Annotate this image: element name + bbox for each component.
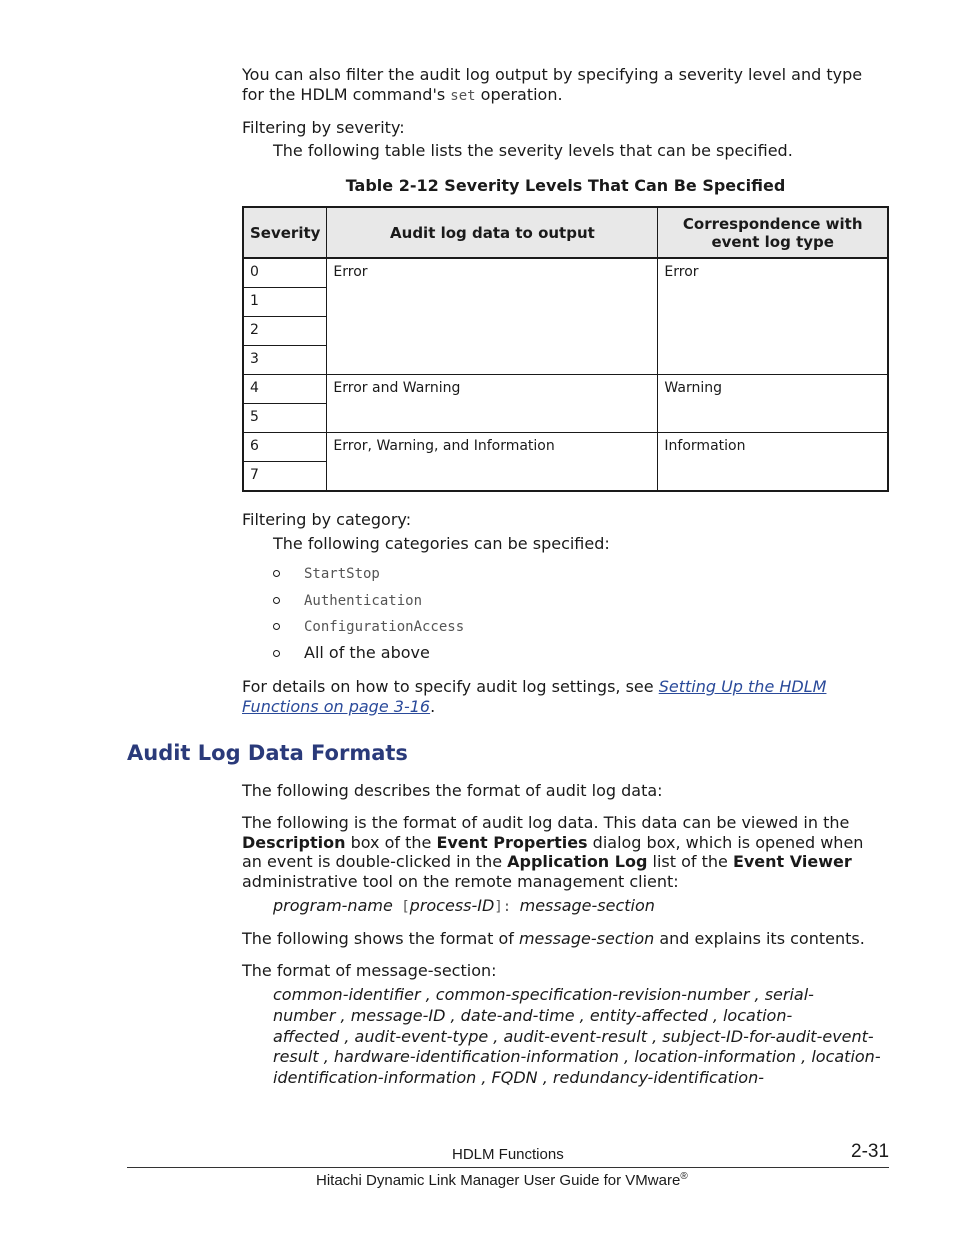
fields-line: result , hardware-identification-information , location-information , location- — [273, 1047, 881, 1067]
page-number: 2-31 — [851, 1141, 890, 1162]
header-audit-output: Audit log data to output — [327, 207, 658, 258]
book-title: Hitachi Dynamic Link Manager User Guide for VMware — [316, 1172, 681, 1189]
process-id: process-ID — [409, 896, 495, 915]
category-filter-desc: The following categories can be specified: — [273, 534, 610, 553]
list-item — [273, 619, 673, 646]
table-row — [243, 258, 888, 288]
severity-filter-desc: The following table lists the severity levels that can be specified. — [273, 141, 793, 160]
details-line-2 — [242, 697, 902, 717]
bullet-icon — [273, 597, 280, 604]
output-cell: Error, Warning, and Information — [327, 433, 658, 492]
format-line — [273, 896, 655, 918]
event-type-cell: Information — [658, 433, 888, 492]
severity-table — [242, 206, 889, 492]
category-configurationaccess: ConfigurationAccess — [304, 619, 465, 636]
severity-filter-label: Filtering by severity: — [242, 118, 405, 137]
severity-cell: 4 — [243, 375, 327, 404]
intro-line-2 — [242, 85, 902, 107]
header-event-type: Correspondence with event log type — [658, 207, 888, 258]
p3-text-end: and explains its contents. — [654, 929, 865, 948]
section-p2 — [242, 813, 902, 891]
p2-line-2 — [242, 833, 902, 853]
severity-cell: 0 — [243, 258, 327, 288]
registered-mark: ® — [680, 1171, 688, 1182]
message-section: message-section — [519, 896, 655, 915]
event-type-cell: Warning — [658, 375, 888, 433]
details-text: For details on how to specify audit log settings, see — [242, 677, 659, 696]
application-log-term: Application Log — [507, 852, 648, 871]
severity-cell: 7 — [243, 462, 327, 492]
bracket-close: ]: — [494, 899, 520, 915]
bullet-icon — [273, 650, 280, 657]
list-item — [273, 593, 673, 620]
p2-text: an event is double-clicked in the — [242, 852, 508, 871]
program-name: program-name — [273, 896, 393, 915]
details-end: . — [430, 696, 436, 716]
intro-line-2-text: for the HDLM command's — [242, 84, 451, 104]
p2-text: box of the — [345, 832, 437, 852]
p2-text: list of the — [647, 852, 733, 871]
fields-line: affected , audit-event-type , audit-event-result , subject-ID-for-audit-event- — [273, 1026, 874, 1046]
description-term: Description — [242, 832, 346, 852]
fields-line: identification-information , FQDN , redundancy-identification- — [273, 1068, 764, 1088]
table-row — [243, 433, 888, 462]
footer-book-title — [316, 1171, 688, 1189]
category-startstop: StartStop — [304, 566, 380, 582]
table-header-row — [243, 207, 888, 258]
p2-line-3 — [242, 852, 902, 872]
severity-cell: 3 — [243, 346, 327, 375]
details-line-1 — [242, 677, 902, 697]
severity-cell: 2 — [243, 317, 327, 346]
output-cell: Error and Warning — [327, 375, 658, 433]
setting-up-link-cont[interactable]: Functions on page 3-16 — [242, 696, 431, 716]
list-item — [273, 566, 673, 593]
bracket-open: [ — [392, 899, 410, 915]
set-code: set — [450, 87, 476, 104]
p3-italic: message-section — [518, 929, 655, 948]
fields-line: number , message-ID , date-and-time , entity-affected , location- — [273, 1005, 793, 1025]
output-cell: Error — [327, 258, 658, 375]
header-severity: Severity — [243, 207, 327, 258]
intro-line-1: You can also filter the audit log output by specifying a severity level and type — [242, 65, 863, 84]
p2-line-4: administrative tool on the remote management client: — [242, 871, 679, 891]
event-type-cell: Error — [658, 258, 888, 375]
severity-cell: 6 — [243, 433, 327, 462]
p3-text: The following shows the format of — [242, 929, 519, 948]
category-list — [273, 566, 673, 672]
event-viewer-term: Event Viewer — [732, 852, 852, 871]
category-authentication: Authentication — [304, 592, 423, 609]
footer-chapter: HDLM Functions — [452, 1146, 564, 1163]
details-paragraph — [242, 677, 902, 716]
section-p3 — [242, 929, 865, 949]
table-caption: Table 2-12 Severity Levels That Can Be Specified — [345, 176, 786, 195]
list-item — [273, 643, 673, 670]
category-all: All of the above — [304, 642, 430, 662]
setting-up-link[interactable]: Setting Up the HDLM — [658, 677, 827, 696]
fields-line: common-identifier , common-specification-revision-number , serial- — [273, 985, 814, 1004]
bullet-icon — [273, 623, 280, 630]
bullet-icon — [273, 570, 280, 577]
intro-paragraph — [242, 65, 902, 106]
p2-line-1: The following is the format of audit log data. This data can be viewed in the — [242, 813, 850, 832]
event-properties-term: Event Properties — [436, 832, 588, 852]
intro-line-2-end: operation. — [475, 84, 563, 104]
footer-divider — [127, 1167, 889, 1168]
severity-cell: 5 — [243, 404, 327, 433]
section-heading: Audit Log Data Formats — [127, 741, 408, 765]
fields-block — [273, 985, 893, 1089]
severity-cell: 1 — [243, 288, 327, 317]
section-p1: The following describes the format of audit log data: — [242, 781, 663, 800]
table-row — [243, 375, 888, 404]
section-p4: The format of message-section: — [242, 961, 497, 980]
category-filter-label: Filtering by category: — [242, 510, 412, 529]
p2-text: dialog box, which is opened when — [587, 832, 864, 852]
